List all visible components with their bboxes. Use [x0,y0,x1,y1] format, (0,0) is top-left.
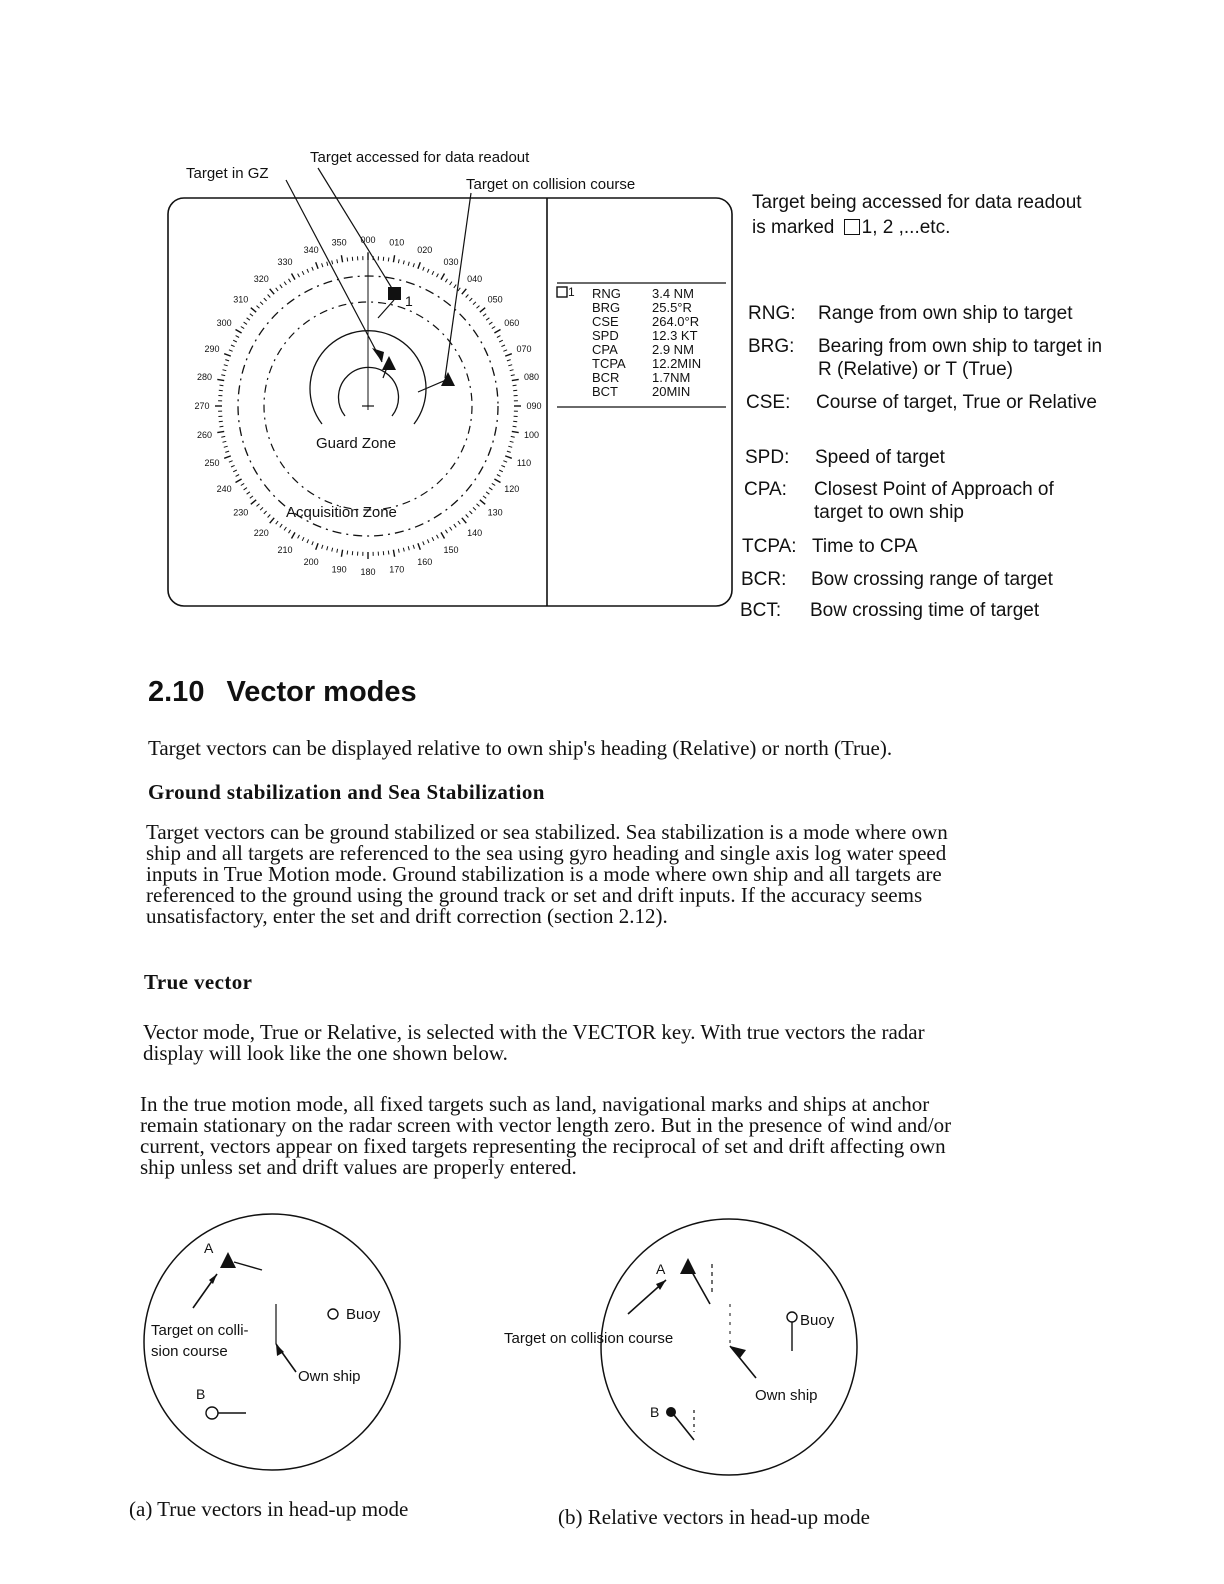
bearing-tick [492,483,495,485]
readout-value: 25.5°R [652,300,692,315]
bearing-label: 040 [467,273,483,284]
bearing-tick [489,488,492,490]
bearing-tick [477,504,480,507]
true-vector-heading: True vector [144,970,253,994]
figure-b-own-ship-label: Own ship [755,1387,818,1404]
bearing-tick [441,274,445,280]
bearing-tick [507,451,511,452]
bearing-label: 340 [303,245,319,255]
bearing-tick [251,500,256,505]
figure-a-label-a: A [204,1240,214,1256]
bearing-label: 330 [277,257,293,268]
bearing-tick [224,456,231,458]
bearing-tick [437,535,439,539]
legend-abbr: SPD: [745,447,790,468]
bearing-tick [337,549,338,553]
readout-label: BCT [592,384,618,399]
bearing-tick [489,322,492,324]
figure-a-collision-line2: sion course [151,1343,228,1360]
legend-desc: Bow crossing range of target [811,569,1053,590]
paragraph-line: Target vectors can be ground stabilized or sea stabilized. Sea stabilization is a mode where own [146,820,948,844]
bearing-label: 100 [523,429,540,440]
bearing-tick [432,271,434,275]
readout-marker-box [557,287,567,297]
bearing-tick [327,262,328,266]
bearing-label: 120 [504,484,520,494]
bearing-tick [458,521,460,524]
bearing-tick [507,360,511,361]
bearing-tick [257,306,260,309]
bearing-tick [393,255,394,262]
bearing-tick [289,530,291,533]
bearing-tick [247,492,250,494]
bearing-tick [260,507,263,510]
bearing-tick [494,479,500,483]
bearing-tick [477,306,480,309]
bearing-tick [501,345,505,347]
bearing-tick [512,379,519,380]
bearing-tick [223,441,227,442]
paragraph-line: remain stationary on the radar screen with vector length zero. But in the presence of wind and/or [140,1113,952,1137]
true-vector-paragraph-2 [140,1094,951,1178]
bearing-tick [221,436,225,437]
bearing-tick [276,288,278,291]
bearing-label: 350 [331,237,347,248]
bearing-tick [268,515,271,518]
bearing-tick [241,483,244,485]
callout-target-in-gz: Target in GZ [186,165,269,182]
bearing-tick [244,322,247,324]
figure-a-screen [144,1214,400,1470]
paragraph-line: Vector mode, True or Relative, is selected with the VECTOR key. With true vectors the radar [143,1020,925,1044]
legend-abbr: BCT: [740,600,782,621]
figure-a-buoy-icon [328,1309,338,1319]
paragraph-line: unsatisfactory, enter the set and drift correction (section 2.12). [146,904,668,928]
bearing-tick [302,537,304,541]
bearing-tick [497,336,501,338]
bearing-tick [445,279,447,282]
bearing-tick [445,530,447,533]
bearing-label: 180 [360,567,376,577]
bearing-tick [494,330,500,334]
bearing-tick [220,426,224,427]
paragraph-line: current, vectors appear on fixed targets representing the reciprocal of set and drift affecting own [140,1134,946,1158]
bearing-label: 270 [194,401,210,411]
bearing-tick [458,288,460,291]
target-collision [441,372,455,386]
bearing-tick [347,258,348,262]
bearing-tick [408,262,409,266]
bearing-tick [413,263,414,267]
bearing-tick [289,279,291,282]
bearing-label: 130 [487,507,503,518]
bearing-tick [511,375,515,376]
bearing-tick [225,360,229,361]
section-title: Vector modes [226,676,417,708]
bearing-tick [327,546,328,550]
figure-a-collision-line1: Target on colli- [151,1322,249,1339]
bearing-tick [270,289,275,294]
section-number: 2.10 [148,676,205,708]
bearing-label: 080 [523,372,540,383]
readout-label: RNG [592,286,621,301]
bearing-tick [486,318,489,320]
figure-b-buoy-label: Buoy [800,1312,835,1329]
ground-heading: Ground stabilization and Sea Stabilization [148,780,545,804]
bearing-tick [298,535,300,539]
bearing-tick [413,545,414,549]
readout-value: 20MIN [652,384,691,399]
figure-a-target-a-vector [234,1262,262,1270]
figure-b-label-b: B [650,1404,660,1420]
bearing-tick [492,327,495,329]
bearing-tick [268,295,271,298]
bearing-tick [322,545,323,549]
bearing-tick [312,267,314,271]
paragraph-line: inputs in True Motion mode. Ground stabilization is a mode where own ship and all targets are [146,862,942,886]
bearing-label: 210 [277,544,293,555]
bearing-tick [236,475,240,477]
bearing-tick [462,289,467,294]
bearing-tick [307,539,309,543]
bearing-tick [250,314,253,316]
bearing-tick [247,318,250,320]
bearing-label: 060 [504,318,520,328]
figure-a-target-b [206,1407,218,1419]
bearing-label: 090 [526,401,542,411]
ground-paragraph [146,822,948,927]
paragraph-line: In the true motion mode, all fixed targets such as land, navigational marks and ships at anchor [140,1092,930,1116]
bearing-tick [501,465,505,467]
bearing-tick [307,269,309,273]
legend-desc: Speed of target [815,447,945,468]
bearing-tick [225,451,229,452]
bearing-label: 070 [516,344,532,355]
bearing-tick [388,551,389,555]
target-accessed-marker [388,287,401,300]
bearing-tick [403,548,404,552]
bearing-tick [480,500,485,505]
bearing-tick [505,354,512,356]
legend-abbr: BCR: [741,569,787,590]
callout-target-collision: Target on collision course [466,176,636,193]
acquisition-zone-label: Acquisition Zone [286,504,397,521]
bearing-tick [508,446,512,447]
bearing-label: 300 [216,318,232,328]
legend-abbr: BRG: [748,336,795,357]
section-intro: Target vectors can be displayed relative to own ship's heading (Relative) or north (True). [148,736,893,760]
bearing-tick [462,518,467,523]
figure-a-buoy-label: Buoy [346,1306,381,1323]
bearing-tick [505,456,512,458]
bearing-label: 140 [467,528,483,539]
legend-desc: Bow crossing time of target [810,600,1040,621]
figure-a-caption: (a) True vectors in head-up mode [129,1497,409,1521]
bearing-tick [284,282,286,285]
bearing-tick [229,350,233,352]
figure-b-buoy-icon [787,1312,797,1322]
bearing-label: 290 [204,344,220,355]
bearing-tick [332,261,333,265]
readout-value: 3.4 NM [652,286,694,301]
guard-zone-label: Guard Zone [316,435,397,452]
figure-b-screen [601,1219,857,1475]
true-vector-paragraph-1 [143,1022,925,1064]
bearing-tick [423,541,425,545]
bearing-tick [270,518,275,523]
bearing-tick [473,507,476,510]
bearing-tick [483,496,486,498]
bearing-tick [437,274,439,278]
bearing-label: 020 [417,245,433,255]
bearing-tick [408,546,409,550]
bearing-tick [224,354,231,356]
readout-label: CSE [592,314,619,329]
bearing-tick [513,385,517,386]
figure-b-label-a: A [656,1261,666,1277]
figure-b-target-b-vector [674,1415,694,1440]
bearing-label: 240 [216,484,232,494]
legend-abbr: TCPA: [742,536,797,557]
bearing-tick [347,551,348,555]
bearing-tick [497,475,501,477]
readout-value: 12.3 KT [652,328,698,343]
bearing-tick [292,274,296,280]
legend-desc: Time to CPA [812,536,918,557]
paragraph-line: ship and all targets are referenced to the sea using gyro heading and single axis log water speed [146,841,947,865]
figure-b-target-a-vector [692,1272,710,1304]
readout-value: 1.7NM [652,370,691,385]
bearing-tick [231,465,235,467]
figure-b-caption: (b) Relative vectors in head-up mode [558,1505,870,1529]
own-ship-arc [339,367,399,416]
bearing-label: 250 [204,457,220,468]
vector-figures [0,1200,1224,1500]
bearing-tick [280,524,282,527]
bearing-tick [236,330,242,334]
bearing-tick [322,263,323,267]
bearing-tick [398,549,399,553]
figure-a-target-a [220,1252,236,1268]
readout-marker-number: 1 [568,285,575,299]
bearing-label: 280 [196,372,213,383]
bearing-tick [298,274,300,278]
figure-a-own-ship-label: Own ship [298,1368,361,1385]
figure-a [144,1214,400,1470]
bearing-tick [316,262,318,269]
bearing-tick [427,539,429,543]
legend-intro-suffix: 1, 2 ,...etc. [861,217,951,238]
bearing-tick [221,375,225,376]
bearing-tick [233,470,237,472]
bearing-tick [513,426,517,427]
figure-b-target-a [680,1258,696,1274]
leader-arrowhead-gz [372,348,384,362]
bearing-tick [264,511,267,514]
bearing-tick [511,436,515,437]
readout-value: 12.2MIN [652,356,702,371]
bearing-tick [450,282,452,285]
bearing-tick [217,379,224,380]
bearing-tick [423,267,425,271]
bearing-tick [418,262,420,269]
bearing-tick [217,431,224,432]
bearing-label: 190 [331,564,347,575]
bearing-tick [480,308,485,313]
readout-rows [592,286,701,399]
bearing-tick [264,298,267,301]
legend-intro-prefix: is marked [752,217,835,238]
bearing-tick [510,441,514,442]
bearing-tick [454,524,456,527]
bearing-tick [499,470,503,472]
bearing-tick [469,511,472,514]
section-heading [148,676,417,709]
bearing-tick [250,496,253,498]
bearing-label: 160 [417,557,433,567]
bearing-tick [312,541,314,545]
bearing-label: 150 [443,544,459,555]
bearing-tick [388,258,389,262]
marker-box-icon [844,219,860,235]
readout-label: BCR [592,370,620,385]
bearing-tick [231,345,235,347]
bearing-label: 200 [303,557,319,567]
bearing-label: 110 [516,457,532,468]
bearing-tick [432,537,434,541]
figure-b-collision-label: Target on collision course [504,1330,674,1347]
bearing-tick [469,298,472,301]
paragraph-line: ship unless set and drift values are properly entered. [140,1155,577,1179]
legend-abbr: CPA: [744,479,787,500]
bearing-tick [466,515,469,518]
bearing-label: 030 [443,257,459,268]
bearing-label: 260 [196,429,213,440]
bearing-tick [427,269,429,273]
legend-desc: Course of target, True or Relative [816,392,1097,413]
bearing-tick [512,431,519,432]
readout-label: TCPA [592,356,626,371]
legend-abbr: RNG: [748,303,796,324]
bearing-tick [224,446,228,447]
bearing-tick [393,550,394,557]
legend-desc: Closest Point of Approach of target to own ship [814,479,1054,523]
bearing-tick [223,370,227,371]
readout-label: CPA [592,342,618,357]
readout-value: 2.9 NM [652,342,694,357]
bearing-label: 320 [253,273,269,284]
bearing-tick [241,327,244,329]
bearing-tick [284,527,286,530]
bearing-tick [276,521,278,524]
bearing-tick [418,543,420,550]
bearing-tick [466,295,469,298]
bearing-label: 010 [389,237,405,248]
bearing-tick [450,527,452,530]
bearing-tick [341,550,342,557]
readout-value: 264.0°R [652,314,700,329]
figure-a-label-b: B [196,1386,206,1402]
bearing-tick [292,532,296,538]
bearing-tick [302,271,304,275]
bearing-tick [257,504,260,507]
target-marker-number: 1 [405,293,413,309]
bearing-tick [473,302,476,305]
callout-target-accessed: Target accessed for data readout [310,149,530,166]
bearing-tick [236,479,242,483]
bearing-label: 050 [487,294,503,305]
bearing-tick [220,385,224,386]
bearing-tick [236,336,240,338]
bearing-tick [510,370,514,371]
legend-desc: Bearing from own ship to target in R (Relative) or T (True) [818,336,1103,380]
bearing-tick [233,340,237,342]
bearing-tick [260,302,263,305]
bearing-tick [332,548,333,552]
bearing-tick [441,532,445,538]
legend-desc: Range from own ship to target [818,303,1073,324]
bearing-tick [251,308,256,313]
bearing-label: 220 [253,528,269,539]
bearing-tick [398,259,399,263]
bearing-tick [244,488,247,490]
legend-abbr: CSE: [746,392,791,413]
bearing-tick [508,365,512,366]
bearing-label: 230 [233,507,249,518]
bearing-tick [486,492,489,494]
bearing-tick [229,461,233,463]
bearing-tick [337,259,338,263]
legend-intro [752,190,1152,240]
bearing-label: 310 [233,294,249,305]
bearing-tick [503,350,507,352]
legend-intro-line2 [752,215,1152,240]
bearing-tick [280,285,282,288]
bearing-tick [403,261,404,265]
bearing-tick [341,255,342,262]
bearing-label: 000 [360,235,376,245]
leader-target-collision [445,193,471,378]
figure-b [504,1219,857,1475]
bearing-label: 170 [389,564,405,575]
bearing-tick [316,543,318,550]
bearing-tick [454,285,456,288]
leader-target-accessed [318,168,393,290]
bearing-tick [499,340,503,342]
bearing-tick [483,314,486,316]
paragraph-line: display will look like the one shown below. [143,1041,508,1065]
readout-label: BRG [592,300,621,315]
legend-intro-line1: Target being accessed for data readout [752,192,1082,213]
bearing-tick [503,461,507,463]
readout-label: SPD [592,328,619,343]
bearing-tick [224,365,228,366]
paragraph-line: referenced to the ground using the ground track or set and drift inputs. If the accuracy seems [146,883,923,907]
